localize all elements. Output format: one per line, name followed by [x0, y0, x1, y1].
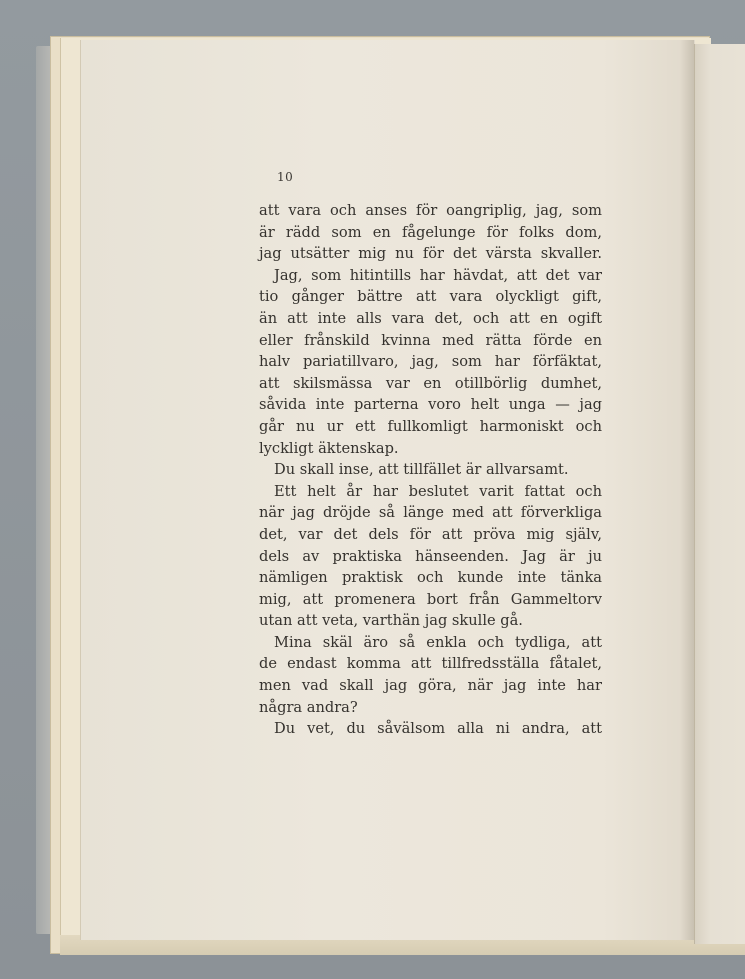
text-line: Du vet, du såvälsom alla ni andra, att [274, 720, 602, 738]
text-line: att skilsmässa var en otillbörlig dumhet, [259, 374, 602, 392]
text-line: Du skall inse, att tillfället är allvarsamt. [274, 461, 569, 479]
text-line: de endast komma att tillfredsställa fåtalet, [259, 655, 602, 673]
text-line: att vara och anses för oangriplig, jag, som [259, 202, 602, 219]
text-line: såvida inte parterna voro helt unga — jag [259, 396, 602, 414]
page-number: 10 [277, 170, 294, 184]
text-line: nämligen praktisk och kunde inte tänka [259, 569, 602, 587]
text-line: när jag dröjde så länge med att förverkliga [259, 504, 602, 522]
text-line: Jag, som hitintills har hävdat, att det var [274, 266, 602, 284]
text-line: men vad skall jag göra, när jag inte har [259, 677, 602, 695]
text-line: mig, att promenera bort från Gammeltorv [259, 590, 602, 608]
text-line: tio gånger bättre att vara olyckligt gift, [259, 288, 602, 306]
text-line: går nu ur ett fullkomligt harmoniskt och [259, 417, 602, 435]
text-line: det, var det dels för att pröva mig själv, [259, 525, 602, 543]
text-line: Mina skäl äro så enkla och tydliga, att [274, 633, 602, 651]
text-line: Ett helt år har beslutet varit fattat och [274, 482, 602, 500]
body-text [259, 200, 602, 740]
gutter-shadow [680, 40, 694, 940]
text-line: än att inte alls vara det, och att en ogift [259, 309, 602, 327]
text-line: eller frånskild kvinna med rätta förde en [259, 331, 602, 349]
text-line: halv pariatillvaro, jag, som har förfäktat, [259, 353, 602, 371]
text-line: lyckligt äktenskap. [259, 439, 399, 457]
right-page-edge [694, 44, 745, 944]
text-line: några andra? [259, 698, 358, 716]
text-line: dels av praktiska hänseenden. Jag är ju [259, 547, 602, 565]
text-line: jag utsätter mig nu för det värsta skvaller. [259, 245, 602, 263]
text-line: utan att veta, varthän jag skulle gå. [259, 612, 523, 630]
text-line: är rädd som en fågelunge för folks dom, [259, 223, 602, 241]
